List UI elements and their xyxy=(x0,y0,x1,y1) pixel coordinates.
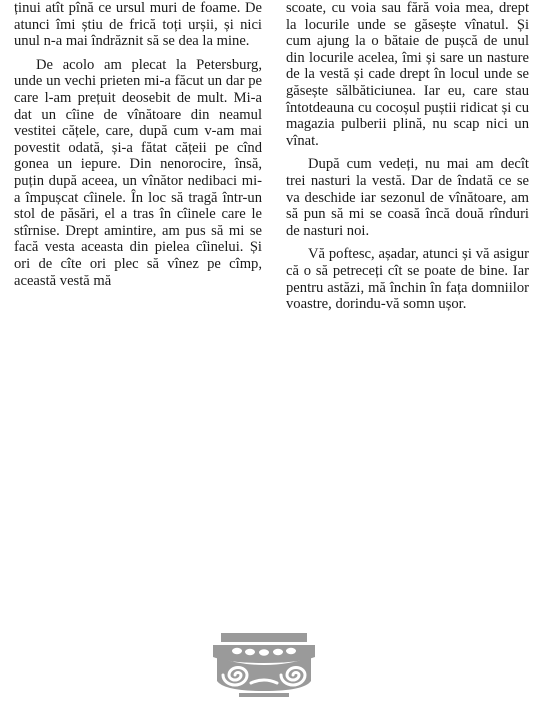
ionic-capital-icon xyxy=(209,633,319,705)
paragraph: ținui atît pînă ce ursul muri de foame. De atunci îmi știu de frică toți urșii, și nici unul n-a mai îndrăznit să se dea la mine. xyxy=(14,0,262,50)
paragraph: Vă poftesc, așadar, atunci și vă asigur că o să petreceți cît se poate de bine. Iar pentru astăzi, mă închin în fața domniilor voastre, dorindu-vă somn ușor. xyxy=(286,246,529,313)
paragraph: După cum vedeți, nu mai am decît trei nasturi la vestă. Dar de îndată ce se va deschide iar sezonul de vînătoare, am să pun să mi se coasă încă două rînduri de nasturi noi. xyxy=(286,156,529,239)
text-column-left xyxy=(14,0,262,289)
paragraph: scoate, cu voia sau fără voia mea, drept la locurile unde se găsește vînatul. Și cum ajung la o bătaie de pușcă de unul din locurile acelea, îmi și sare un nasture de la vestă și cade drept în locul unde se găsește sălbăticiunea. Iar eu, care stau întotdeauna cu cocoșul puștii ridicat și cu magazia pulberii plină, nu scap nici un vînat. xyxy=(286,0,529,149)
paragraph: De acolo am plecat la Petersburg, unde un vechi prieten mi-a făcut un dar pe care l-am prețuit deosebit de mult. Mi-a dat un cîine de vînătoare din neamul vestitei cățele, care, după cum v-am mai povestit odată, și-a fătat cățeii pe cînd gonea un iepure. Din nenorocire, însă, puțin după aceea, un vînător nedibaci mi-a împușcat cîinele. În loc să tragă într-un stol de păsări, el a tras în cîinele care le stîrnise. Drept amintire, am pus să mi se facă vesta aceasta din pielea cîinelui. Și ori de cîte ori plec să vînez pe cîmp, această vestă mă xyxy=(14,56,262,289)
text-column-right xyxy=(286,0,529,313)
